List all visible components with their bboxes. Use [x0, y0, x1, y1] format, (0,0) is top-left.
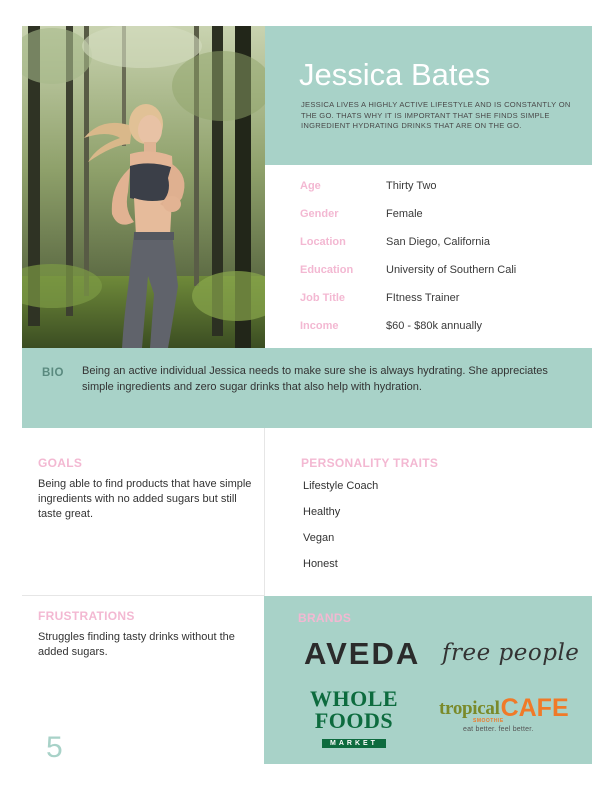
detail-label: Income — [300, 320, 339, 332]
trait-item: Honest — [303, 558, 338, 570]
detail-value: University of Southern Cali — [386, 264, 517, 276]
goals-title: GOALS — [38, 456, 83, 470]
detail-value: San Diego, California — [386, 236, 490, 248]
tropical-word: tropical — [439, 698, 500, 719]
frustrations-text: Struggles finding tasty drinks without the added sugars. — [38, 631, 235, 658]
persona-details — [300, 180, 590, 348]
detail-row-age — [300, 180, 590, 208]
detail-label: Gender — [300, 208, 339, 220]
personality-traits-section — [301, 456, 561, 584]
bio-text: Being an active individual Jessica needs to make sure she is always hydrating. She appreciates simple ingredients and zero sugar drinks that also help with hydration. — [82, 365, 548, 393]
detail-label: Age — [300, 180, 321, 192]
whole-foods-logo — [310, 688, 398, 750]
bio-label: BIO — [42, 367, 64, 379]
trait-item: Healthy — [303, 506, 341, 518]
smoothie-word: SMOOTHIE — [473, 718, 504, 724]
persona-name: Jessica Bates — [299, 57, 491, 92]
persona-photo — [22, 26, 265, 348]
detail-row-job-title — [300, 292, 590, 320]
cafe-word: CAFE — [500, 694, 569, 722]
aveda-logo: AVEDA — [304, 636, 421, 671]
detail-label: Job Title — [300, 292, 346, 304]
detail-row-income — [300, 320, 590, 348]
free-people-logo: free people — [442, 640, 580, 666]
horizontal-divider — [22, 595, 264, 596]
brands-section — [264, 596, 592, 764]
detail-row-location — [300, 236, 590, 264]
whole-foods-market: MARKET — [322, 739, 386, 748]
frustrations-section — [38, 609, 253, 660]
goals-text: Being able to find products that have simple ingredients with no added sugars but still taste great. — [38, 478, 252, 520]
vertical-divider — [264, 428, 265, 596]
brands-title: BRANDS — [298, 611, 352, 625]
detail-label: Location — [300, 236, 346, 248]
frustrations-title: FRUSTRATIONS — [38, 609, 135, 623]
jogging-woman-illustration — [22, 26, 265, 348]
detail-label: Education — [300, 264, 354, 276]
whole-foods-line2: FOODS — [314, 708, 394, 733]
whole-foods-line1: WHOLE — [310, 686, 399, 711]
tropical-smoothie-cafe-logo — [439, 696, 569, 733]
bio-section — [22, 348, 592, 428]
traits-list — [303, 480, 561, 584]
detail-row-education — [300, 264, 590, 292]
trait-item: Vegan — [303, 532, 335, 544]
persona-tagline: JESSICA LIVES A HIGHLY ACTIVE LIFESTYLE AND IS CONSTANTLY ON THE GO. THATS WHY IT IS IMPORTANT THAT SHE FINDS SIMPLE INGREDIENT HYDRATING DRINKS THAT ARE ON THE GO. — [301, 100, 571, 131]
persona-header — [265, 26, 592, 165]
page-number: 5 — [46, 731, 63, 764]
trait-item: Lifestyle Coach — [303, 480, 379, 492]
detail-value: FItness Trainer — [386, 292, 460, 304]
tropical-tagline: eat better. feel better. — [463, 726, 534, 733]
goals-section — [38, 456, 253, 522]
detail-value: $60 - $80k annually — [386, 320, 483, 332]
detail-value: Thirty Two — [386, 180, 437, 192]
detail-value: Female — [386, 208, 423, 220]
detail-row-gender — [300, 208, 590, 236]
traits-title: PERSONALITY TRAITS — [301, 456, 439, 470]
